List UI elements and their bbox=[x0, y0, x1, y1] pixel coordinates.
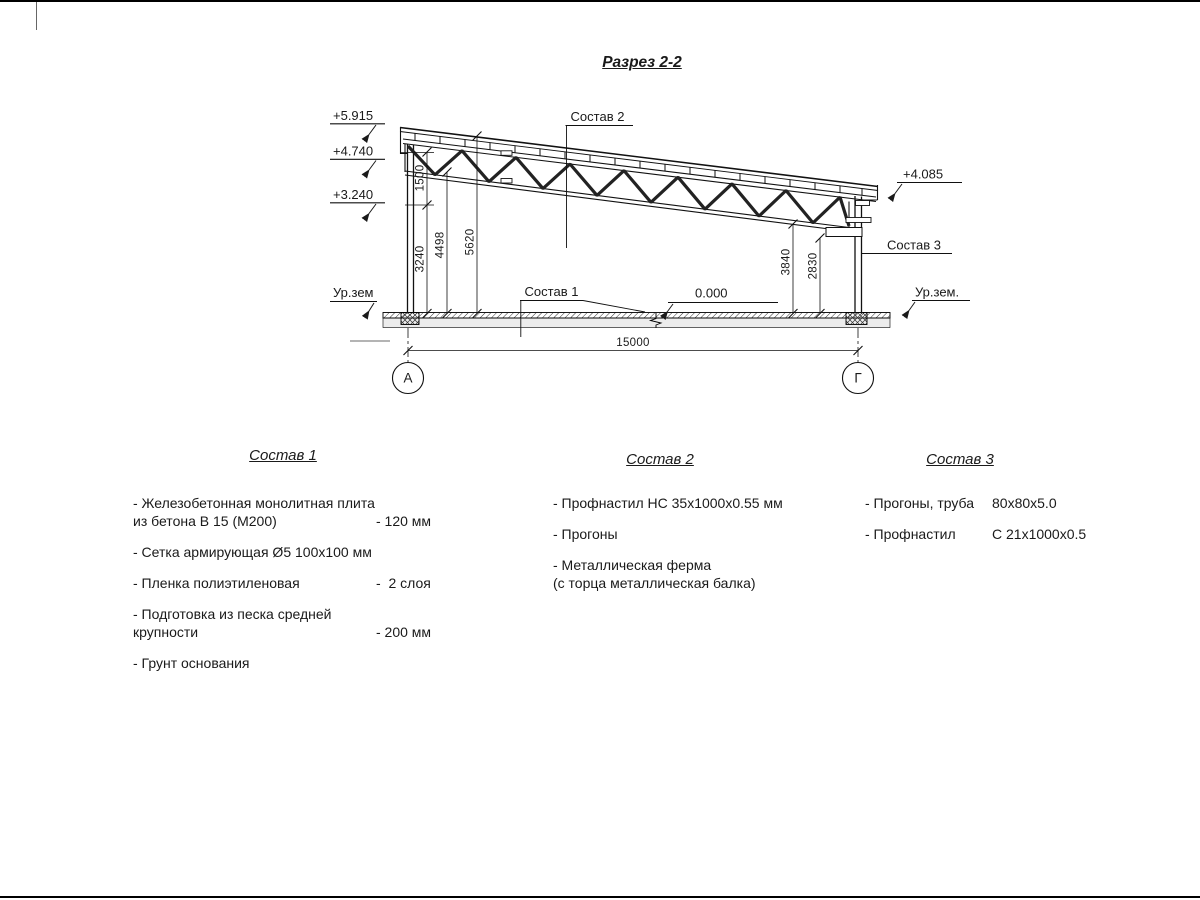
right-footing bbox=[846, 313, 867, 325]
item-text: - Пленка полиэтиленовая bbox=[133, 575, 300, 591]
item-text: из бетона В 15 (М200) bbox=[133, 513, 277, 529]
item-text: - Железобетонная монолитная плита bbox=[133, 495, 375, 511]
floor-slab bbox=[383, 313, 890, 329]
axis-label-g: Г bbox=[854, 370, 862, 386]
item-text: (с торца металлическая балка) bbox=[553, 575, 756, 591]
elevation-mark-5915: +5.915 bbox=[333, 108, 374, 123]
callout-sostav-1: Состав 1 bbox=[524, 284, 579, 299]
item-value: - 120 мм bbox=[376, 513, 432, 529]
item-text: - Сетка армирующая Ø5 100х100 мм bbox=[133, 544, 372, 560]
leader-lines bbox=[330, 124, 970, 341]
section-drawing bbox=[0, 0, 1200, 420]
list-item bbox=[865, 525, 1095, 543]
composition-2-title: Состав 2 bbox=[626, 451, 694, 468]
elevation-mark-4085: +4.085 bbox=[903, 166, 944, 182]
roof-truss bbox=[403, 139, 876, 237]
item-text: - Грунт основания bbox=[133, 655, 250, 671]
dim-5620: 5620 bbox=[464, 228, 477, 256]
item-text: - Профнастил bbox=[865, 526, 956, 542]
composition-1-header bbox=[128, 447, 438, 465]
list-item bbox=[133, 605, 463, 641]
elevation-mark-3240: +3.240 bbox=[333, 187, 374, 202]
item-text: - Металлическая ферма bbox=[553, 557, 712, 573]
list-item bbox=[865, 494, 1095, 512]
right-column bbox=[855, 196, 862, 314]
item-text: - Профнастил НС 35х1000х0.55 мм bbox=[553, 495, 783, 511]
callout-sostav-3: Состав 3 bbox=[887, 237, 941, 253]
left-footing bbox=[401, 313, 419, 325]
list-item bbox=[553, 494, 803, 512]
ground-label-right: Ур.зем. bbox=[915, 284, 960, 300]
item-value: 80х80х5.0 bbox=[992, 495, 1057, 511]
dim-1500: 1500 bbox=[414, 164, 427, 192]
composition-1-list bbox=[133, 494, 463, 685]
list-item bbox=[133, 654, 463, 672]
axis-label-a: А bbox=[403, 370, 413, 386]
list-item bbox=[133, 574, 463, 592]
list-item bbox=[553, 556, 803, 592]
edge-beam bbox=[826, 228, 862, 237]
dim-2830: 2830 bbox=[807, 252, 820, 280]
item-value: - 200 мм bbox=[376, 624, 432, 640]
left-column bbox=[408, 144, 414, 314]
section-title: Разрез 2-2 bbox=[602, 54, 682, 71]
item-text: - Подготовка из песка средней bbox=[133, 606, 332, 622]
elevation-arrows bbox=[369, 125, 915, 312]
item-text: - Прогоны, труба bbox=[865, 495, 975, 511]
list-item bbox=[133, 494, 463, 530]
composition-3-title: Состав 3 bbox=[926, 451, 994, 468]
composition-3-header bbox=[860, 451, 1060, 469]
end-plate bbox=[846, 218, 871, 223]
callout-sostav-2: Состав 2 bbox=[570, 109, 625, 124]
dim-span: 15000 bbox=[616, 337, 650, 349]
composition-2-header bbox=[545, 451, 775, 469]
dim-3840: 3840 bbox=[780, 248, 793, 276]
composition-2-list bbox=[553, 494, 803, 605]
composition-3-list bbox=[865, 494, 1095, 556]
elevation-mark-4740: +4.740 bbox=[333, 143, 374, 159]
item-value: С 21х1000х0.5 bbox=[992, 526, 1087, 542]
item-value: - 2 слоя bbox=[376, 575, 431, 591]
composition-1-title: Состав 1 bbox=[249, 447, 317, 464]
item-text: - Прогоны bbox=[553, 526, 618, 542]
column-bracket bbox=[856, 201, 870, 206]
dim-3240: 3240 bbox=[414, 245, 427, 273]
dim-4498: 4498 bbox=[434, 231, 447, 259]
page-border-bottom bbox=[0, 896, 1200, 898]
list-item bbox=[133, 543, 463, 561]
list-item bbox=[553, 525, 803, 543]
item-text: крупности bbox=[133, 624, 199, 640]
elevation-mark-zero: 0.000 bbox=[695, 285, 728, 301]
ground-label-left: Ур.зем bbox=[333, 285, 374, 300]
